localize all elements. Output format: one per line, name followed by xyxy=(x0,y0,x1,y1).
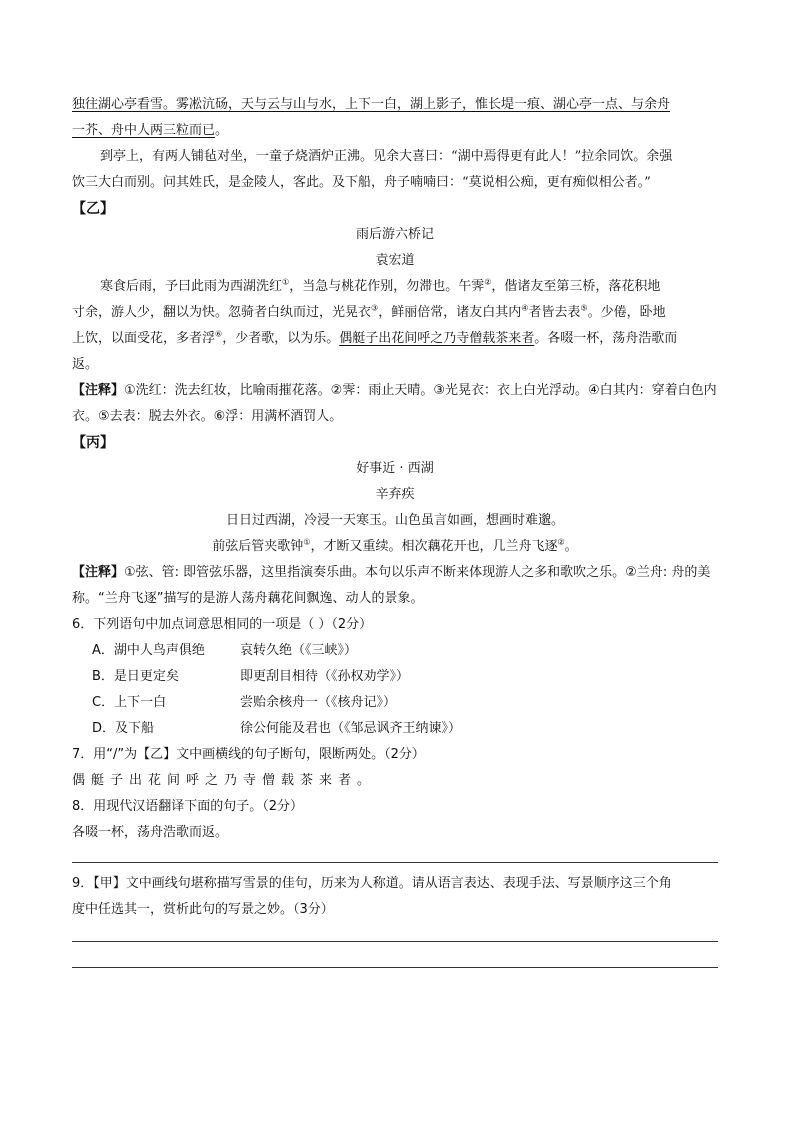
question-6: 6．下列语句中加点词意思相同的一项是（ ）（2分） xyxy=(72,617,373,632)
yi-text-line: 返。 xyxy=(72,357,99,372)
underlined-text: 独往湖心亭看雪。雾凇沆砀，天与云与山与水，上下一白，湖上影子，惟长堤一痕、湖心亭一点、与余舟 xyxy=(72,97,671,112)
poem-verse: 前弦后管夹歌钟①，才断又重续。相次藕花开也，几兰舟飞逐②。 xyxy=(212,537,578,554)
exam-page xyxy=(72,92,718,968)
question-7: 7．用“/”为【乙】文中画横线的句子断句，限断两处。（2分） xyxy=(72,747,425,762)
underlined-text: 一芥、舟中人两三粒而已 xyxy=(72,123,216,138)
q7-sentence: 偶艇子出花间呼之乃寺僧载茶来者。 xyxy=(72,773,377,788)
question-8: 8．用现代汉语翻译下面的句子。（2分） xyxy=(72,799,304,814)
underlined-sentence: 偶艇子出花间呼之乃寺僧载茶来者 xyxy=(339,331,535,346)
bing-annotation: 【注释】①弦、管: 即管弦乐器，这里指演奏乐曲。本句以乐声不断来体现游人之多和歌吹之乐。②兰舟: 舟的美称。“兰舟飞逐”描写的是游人荡舟藕花间飘逸、动人的景象。 xyxy=(72,565,711,606)
section-label-bing: 【丙】 xyxy=(72,435,114,451)
q6-option-b: B．是日更定矣 即更刮目相待（《孙权劝学》） xyxy=(92,669,410,684)
passage-title: 雨后游六桥记 xyxy=(355,227,434,242)
question-9: 9．【甲】文中画线句堪称描写雪景的佳句，历来为人称道。请从语言表达、表现手法、写景顺序这三个角 xyxy=(72,876,672,891)
yi-annotation: 【注释】①洗红：洗去红妆，比喻雨摧花落。②霁：雨止天晴。③光晃衣：衣上白光浮动。④白其内：穿着白色内衣。⑤去表：脱去外衣。⑥浮：用满杯酒罚人。 xyxy=(72,383,717,424)
q6-option-d: D．及下船 徐公何能及君也（《邹忌讽齐王纳谏》） xyxy=(92,721,462,736)
jia-paragraph-line: 饮三大白而别。问其姓氏，是金陵人，客此。及下船，舟子喃喃曰：“莫说相公痴，更有痴似相公者。” xyxy=(72,175,651,190)
yi-text-line: 寒食后雨，予曰此雨为西湖洗红①，当急与桃花作别，勿滞也。午霁②，偕诸友至第三桥，落花积地 xyxy=(100,277,661,294)
q6-option-a: A．湖中人鸟声俱绝 哀转久绝（《三峡》） xyxy=(92,643,358,658)
yi-text-line: 上饮，以面受花，多者浮⑥，少者歌，以为乐。偶艇子出花间呼之乃寺僧载茶来者。各啜一杯，荡舟浩歌而 xyxy=(72,329,678,346)
jia-paragraph-line: 到亭上，有两人铺毡对坐，一童子烧酒炉正沸。见余大喜曰：“湖中焉得更有此人！”拉余同饮。余强 xyxy=(100,149,673,164)
answer-line[interactable] xyxy=(72,967,718,968)
poem-author: 辛弃疾 xyxy=(375,487,415,502)
q8-sentence: 各啜一杯，荡舟浩歌而返。 xyxy=(72,825,229,840)
poem-title: 好事近 · 西湖 xyxy=(356,461,434,476)
passage-author: 袁宏道 xyxy=(375,253,415,268)
poem-verse: 日日过西湖，冷浸一天寒玉。山色虽言如画，想画时难邈。 xyxy=(225,513,564,528)
q6-option-c: C．上下一白 尝贻余核舟一（《核舟记》） xyxy=(92,695,397,710)
jia-text-line xyxy=(72,92,718,118)
yi-text-line: 寸余，游人少，翻以为快。忽骑者白纨而过，光晃衣③，鲜丽倍常，诸友白其内④者皆去表⑤。少倦，卧地 xyxy=(72,303,666,320)
jia-text-line: 一芥、舟中人两三粒而已。 xyxy=(72,123,229,138)
section-label-yi: 【乙】 xyxy=(72,201,114,217)
question-9-cont: 度中任选其一，赏析此句的写景之妙。（3分） xyxy=(72,902,334,917)
